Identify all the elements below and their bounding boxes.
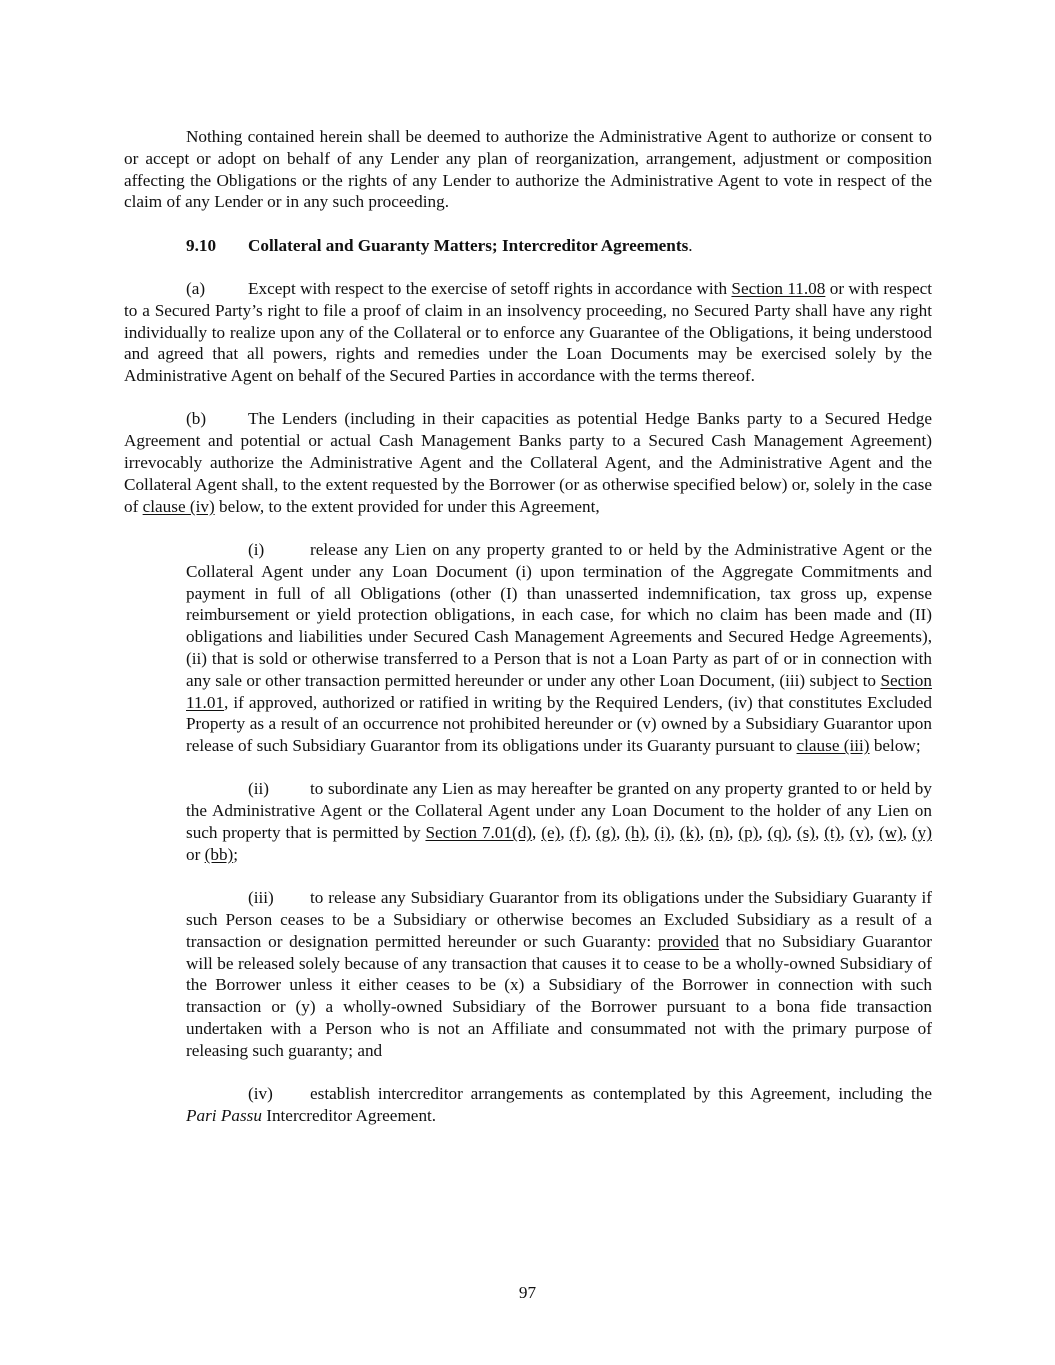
paragraph-label: (b) <box>186 409 207 429</box>
clause-label: (iv) <box>248 1083 273 1103</box>
cross-reference: (k) <box>679 823 700 843</box>
cross-reference: (p) <box>738 823 759 843</box>
document-page <box>124 126 932 1127</box>
section-title: Collateral and Guaranty Matters; Intercreditor Agreements <box>248 235 689 255</box>
cross-reference: (n) <box>709 823 730 843</box>
cross-reference: (v) <box>849 823 870 843</box>
cross-reference: (e) <box>541 823 561 843</box>
clause-label: (ii) <box>248 779 269 799</box>
clause-iii: (iii) to release any Subsidiary Guarantor from its obligations under the Subsidiary Guaranty if such Person ceases to be a Subsidiary or otherwise becomes an Excluded Subsidiary as a result of a transaction or designation permitted hereunder or such Guaranty: provided that no Subsidiary Guarantor will be released solely because of any transaction that causes it to cease to be a wholly-owned Subsidiary of the Borrower unless it either ceases to be (x) a Subsidiary of the Borrower in connection with such transaction or (y) a wholly-owned Subsidiary of the Borrower pursuant to a bona fide transaction undertaken with a Person who is not an Affiliate and consummated not with the primary purpose of releasing such guaranty; and <box>186 888 932 1060</box>
clause-label: (i) <box>248 539 265 559</box>
intro-paragraph: Nothing contained herein shall be deemed to authorize the Administrative Agent to authorize or consent to or accept or adopt on behalf of any Lender any plan of reorganization, arrangement, adjustment or composition affecting the Obligations or the rights of any Lender to authorize the Administrative Agent to vote in respect of the claim of any Lender or in any such proceeding. <box>124 127 932 212</box>
paragraph-a: (a) Except with respect to the exercise of setoff rights in accordance with Section 11.08 or with respect to a Secured Party’s right to file a proof of claim in an insolvency proceeding, no Secured Party shall have any right individually to realize upon any of the Collateral or to enforce any Guarantee of the Obligations, it being understood and agreed that all powers, rights and remedies under the Loan Documents may be exercised solely by the Administrative Agent on behalf of the Secured Parties in accordance with the terms thereof. <box>124 278 932 386</box>
cross-reference: Section 7.01(d) <box>425 823 533 843</box>
clause-label: (iii) <box>248 888 274 908</box>
cross-reference: (f) <box>569 823 587 843</box>
cross-reference: (h) <box>625 823 646 843</box>
italic-term: Pari Passu <box>186 1105 262 1125</box>
cross-reference: (bb) <box>204 844 234 864</box>
clause-ii: (ii) to subordinate any Lien as may hereafter be granted on any property granted to or held by the Administrative Agent or the Collateral Agent under any Loan Document to the holder of any Lien on such property that is permitted by Section 7.01(d), (e), (f), (g), (h), (i), (k), (n), (p), (q), (s), (t), (v), (w), (y) or (bb); <box>186 779 932 864</box>
cross-reference: clause (iii) <box>796 736 870 756</box>
proviso-term: provided <box>657 931 719 951</box>
cross-reference: (g) <box>595 823 616 843</box>
cross-reference: (i) <box>654 823 671 843</box>
clause-iv: (iv) establish intercreditor arrangements as contemplated by this Agreement, including the Pari Passu Intercreditor Agreement. <box>186 1083 932 1125</box>
cross-reference: (q) <box>767 823 788 843</box>
clause-i: (i) release any Lien on any property granted to or held by the Administrative Agent or the Collateral Agent under any Loan Document (i) upon termination of the Aggregate Commitments and payment in full of all Obligations (other (I) than unasserted indemnification, tax gross up, expense reimbursement or yield protection obligations, in each case, for which no claim has been made and (II) obligations and liabilities under Secured Cash Management Agreements and Secured Hedge Agreements), (ii) that is sold or otherwise transferred to a Person that is not a Loan Party as part of or in connection with any sale or other transaction permitted hereunder or under any other Loan Document, (iii) subject to Section 11.01, if approved, authorized or ratified in writing by the Required Lenders, (iv) that constitutes Excluded Property as a result of an occurrence not prohibited hereunder or (v) owned by a Subsidiary Guarantor upon release of such Subsidiary Guarantor from its obligations under its Guaranty pursuant to clause (iii) below; <box>186 539 932 756</box>
section-heading: 9.10 Collateral and Guaranty Matters; Intercreditor Agreements. <box>186 235 693 255</box>
section-number: 9.10 <box>186 235 217 255</box>
page-number: 97 <box>518 1283 537 1302</box>
paragraph-b: (b) The Lenders (including in their capacities as potential Hedge Banks party to a Secured Hedge Agreement and potential or actual Cash Management Banks party to a Secured Cash Management Agreement) irrevocably authorize the Administrative Agent and the Collateral Agent, and the Administrative Agent and the Collateral Agent shall, to the extent requested by the Borrower (or as otherwise specified below) or, solely in the case of clause (iv) below, to the extent provided for under this Agreement, <box>124 409 932 516</box>
cross-reference: Section 11.01 <box>186 670 932 712</box>
cross-reference-list: Section 7.01(d), (e), (f), (g), (h), (i), (k), (n), (p), (q), (s), (t), (v), (w), (y) or (bb) <box>186 823 932 864</box>
cross-reference: Section 11.08 <box>731 278 826 298</box>
cross-reference: (y) <box>911 823 932 843</box>
cross-reference: (t) <box>824 823 841 843</box>
paragraph-label: (a) <box>186 278 206 298</box>
cross-reference: (w) <box>878 823 903 843</box>
cross-reference: (s) <box>796 823 815 843</box>
cross-reference: clause (iv) <box>142 496 215 516</box>
